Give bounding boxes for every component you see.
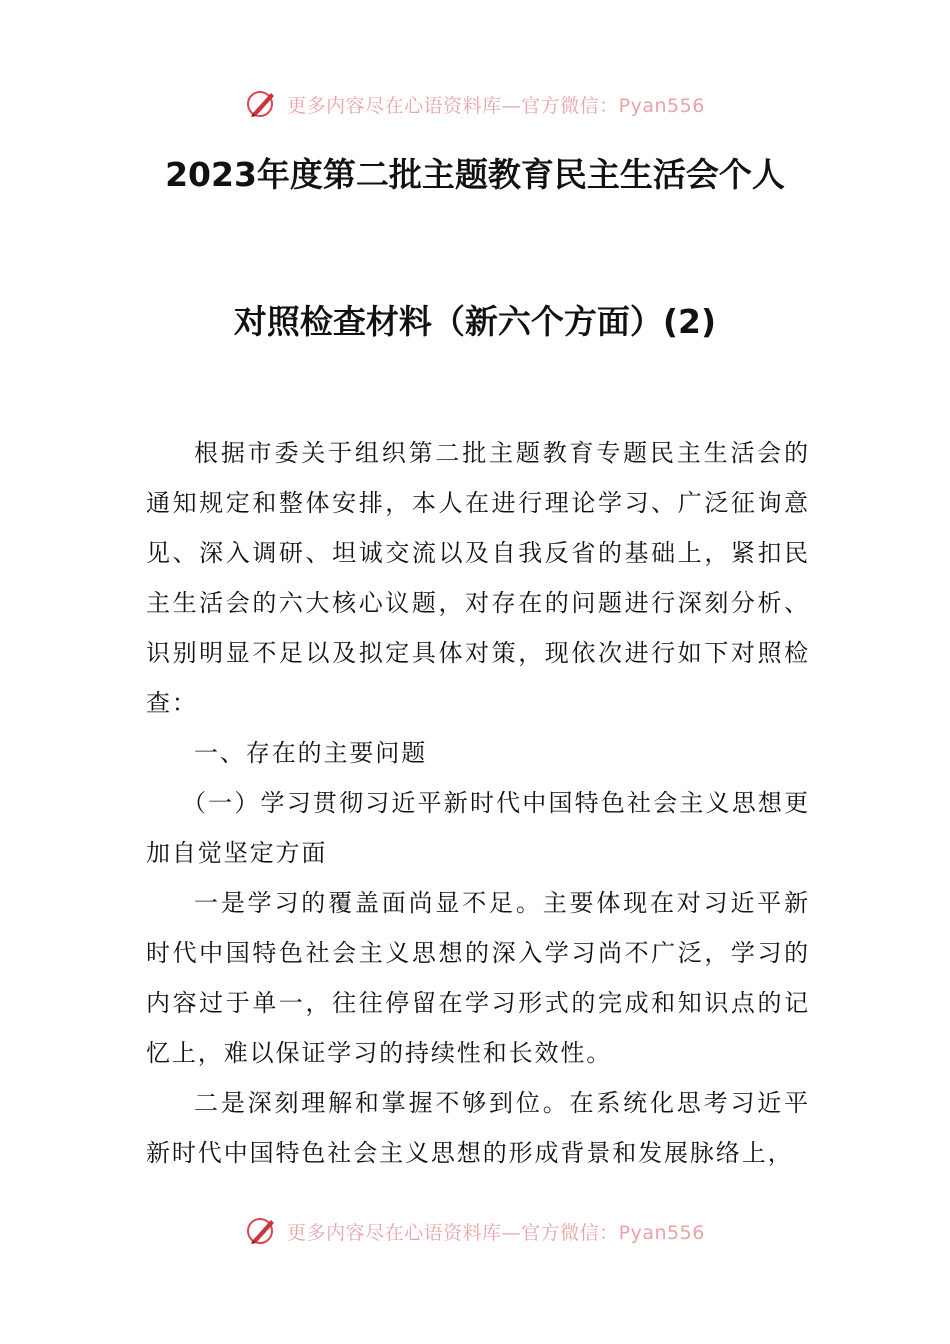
paragraph-point-1: 一是学习的覆盖面尚显不足。主要体现在对习近平新时代中国特色社会主义思想的深入学习尚不广泛，学习的内容过于单一，往往停留在学习形式的完成和知识点的记忆上，难以保证学习的持续性和长效性。: [146, 889, 810, 1067]
paragraph-point-2: 二是深刻理解和掌握不够到位。在系统化思考习近平新时代中国特色社会主义思想的形成背景和发展脉络上，: [146, 1089, 810, 1167]
watermark-header: [0, 82, 950, 126]
document-body: [146, 428, 810, 1178]
watermark-text: 更多内容尽在心语资料库—官方微信：Pyan556: [287, 1221, 705, 1244]
subsection-heading: （一）学习贯彻习近平新时代中国特色社会主义思想更加自觉坚定方面: [146, 789, 810, 867]
watermark-text: 更多内容尽在心语资料库—官方微信：Pyan556: [287, 94, 705, 117]
watermark-footer: [0, 1209, 950, 1253]
page-title-line-1: 2023年度第二批主题教育民主生活会个人: [165, 155, 785, 194]
page-title-line-2: 对照检查材料（新六个方面）(2): [233, 302, 717, 341]
section-heading: 一、存在的主要问题: [194, 739, 428, 767]
pen-logo-icon: [245, 87, 279, 121]
paragraph-intro: 根据市委关于组织第二批主题教育专题民主生活会的通知规定和整体安排，本人在进行理论学习、广泛征询意见、深入调研、坦诚交流以及自我反省的基础上，紧扣民主生活会的六大核心议题，对存在的问题进行深刻分析、识别明显不足以及拟定具体对策，现依次进行如下对照检查：: [146, 439, 810, 717]
pen-logo-icon: [245, 1214, 279, 1248]
